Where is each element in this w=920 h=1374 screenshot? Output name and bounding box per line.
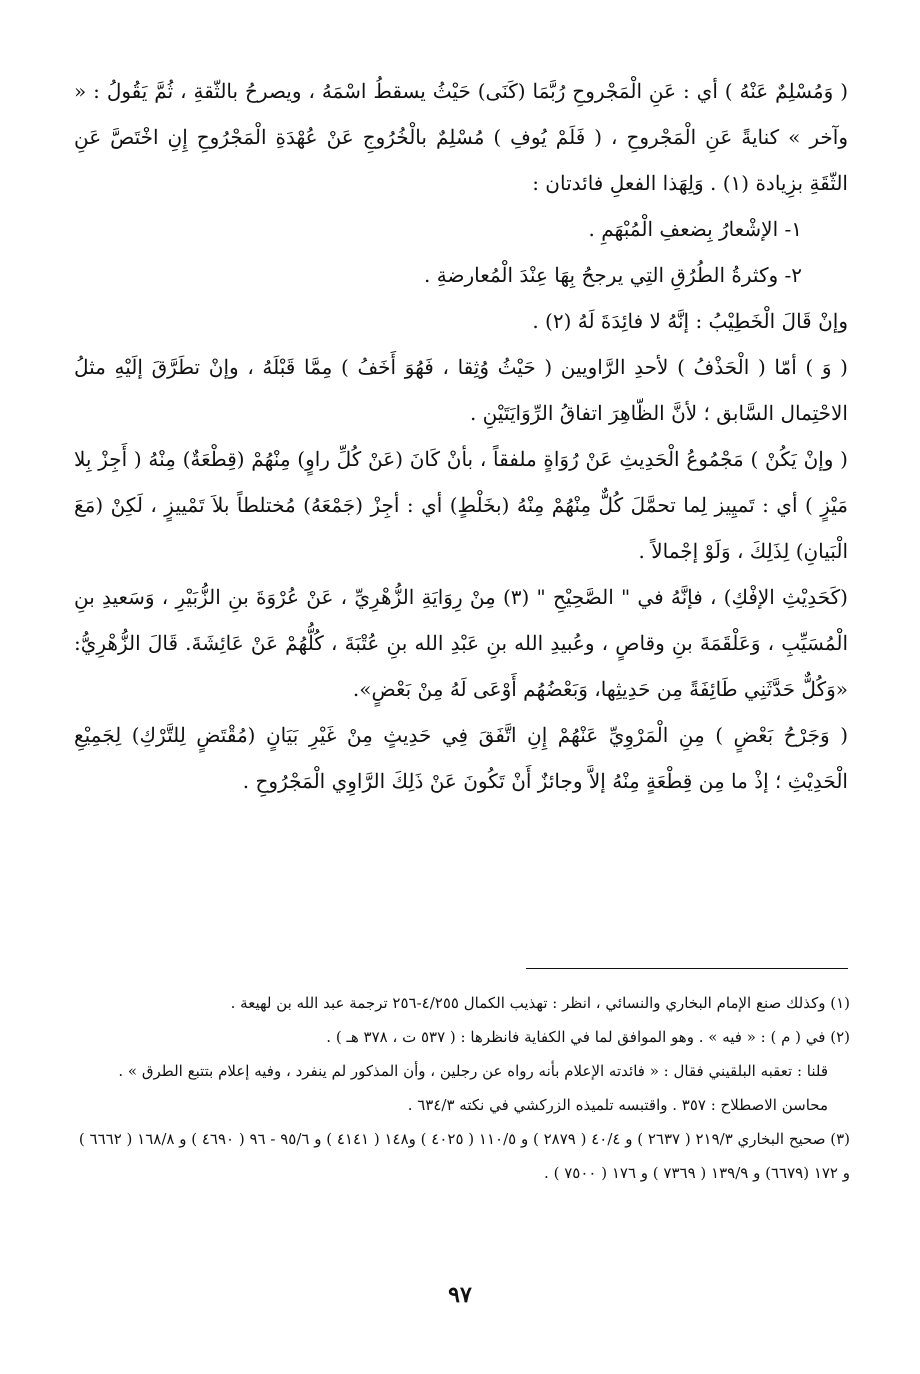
paragraph-jarh: ( وَجَرْحُ بَعْضٍ ) مِنِ الْمَرْوِيِّ عَنْهُمْ إِنِ اتَّفَقَ فِي حَدِيثٍ مِنْ غَيْرِ بَيَانٍ (مُقْتَضٍ لِلتَّرْكِ) لِجَمِيْعِ الْحَدِيْثِ ؛ إذْ ما مِن قِطْعَةٍ مِنْهُ إلاَّ وجائزٌ أَنْ تَكُونَ عَنْ ذَلِكَ الرَّاوِي الْمَجْرُوحِ .: [74, 723, 848, 793]
paragraph-muslim: ( وَمُسْلِمٌ عَنْهُ ) أي : عَنِ الْمَجْروحِ رُبَّمَا (كَنَى) حَيْثُ يسقطُ اسْمَهُ ، ويصرحُ بالثّقةِ ، ثُمَّ يَقُولُ : « وآخر » كنايةً عَنِ الْمَجْروحِ ، ( فَلَمْ يُوفِ ) مُسْلِمٌ بالْخُرُوجِ عَنْ عُهْدَةِ الْمَجْرُوحِ إِنِ اخْتَصَّ عَنِ الثّقَةِ بزِيادة (١) . وَلِهَذا الفعلِ فائدتان :: [74, 79, 849, 195]
main-text: [74, 68, 848, 804]
footnote-1: (١) وكذلك صنع الإمام البخاري والنسائي ، انظر : تهذيب الكمال ٤/٢٥٥-٢٥٦ ترجمة عبد الله بن لهيعة .: [230, 994, 850, 1012]
footnote-2-comment: قلنا : تعقبه البلقيني فقال : « فائدته الإعلام بأنه رواه عن رجلين ، وأن المذكور لم ينفرد ، وفيه إعلام بتتبع الطرق » . محاسن الاصطلاح : ٣٥٧ . واقتبسه تلميذه الزركشي في نكته ٦٣٤/٣ .: [118, 1062, 828, 1114]
list-item-1: ١- الإشْعارُ بِضعفِ الْمُبْهَمِ .: [588, 217, 802, 241]
paragraph-hadhf: ( وَ ) أمّا ( الْحَذْفُ ) لأحدِ الرَّاويين ( حَيْثُ وُثِقا ، فَهُوَ أَخَفُ ) مِمَّا قَبْلَهُ ، وإنْ تطَرَّقَ إلَيْهِ مثلُ الاحْتِمال السَّابق ؛ لأنَّ الظّاهِرَ اتفاقُ الرِّوَايَتَيْنِ .: [74, 355, 848, 425]
footnote-separator: [526, 968, 848, 969]
paragraph-mulaffaq: ( وإنْ يَكُنْ ) مَجْمُوعُ الْحَدِيثِ عَنْ رُوَاةٍ ملفقاً ، بأنْ كَانَ (عَنْ كُلِّ راوٍ) مِنْهُمْ (قِطْعَةٌ) مِنْهُ ( أَجِزْ بِلا مَيْزٍ ) أي : تَميِيز لِما تحمَّلَ كُلٌّ مِنْهُمْ مِنْهُ (بخَلْطٍ) أي : أجِزْ (جَمْعَهُ) مُختلطاً بلاَ تَمْييزٍ ، لَكِنْ (مَعَ الْبَيانِ) لِذَلِكَ ، وَلَوْ إجْمالاً .: [74, 447, 848, 563]
footnote-2: (٢) في ( م ) : « فيه » . وهو الموافق لما في الكفاية فانظرها : ( ٥٣٧ ت ، ٣٧٨ هـ ) .: [326, 1028, 850, 1046]
paragraph-khatib: وإنْ قَالَ الْخَطِيْبُ : إنَّهُ لا فائِدَةَ لَهُ (٢) .: [532, 309, 848, 333]
footnote-3: (٣) صحيح البخاري ٢١٩/٣ ( ٢٦٣٧ ) و ٤٠/٤ ( ٢٨٧٩ ) و ١١٠/٥ ( ٤٠٢٥ ) و١٤٨ ( ٤١٤١ ) و ٩٥/٦ - ٩٦ ( ٤٦٩٠ ) و ١٦٨/٨ ( ٦٦٦٢ ) و ١٧٢ (٦٦٧٩) و ١٣٩/٩ ( ٧٣٦٩ ) و ١٧٦ ( ٧٥٠٠ ) .: [78, 1130, 850, 1182]
page-number: ٩٧: [448, 1282, 472, 1308]
footnotes: [70, 986, 850, 1190]
paragraph-ifk: (كَحَدِيْثِ الإفْكِ) ، فإنَّهُ في " الصَّحِيْحِ " (٣) مِنْ رِوَايَةِ الزُّهْرِيِّ ، عَنْ عُرْوَةَ بنِ الزُّبَيْرِ ، وَسَعيدِ بنِ الْمُسَيِّبِ ، وَعَلْقَمَةَ بنِ وقاصٍ ، وعُبيدِ الله بنِ عَبْدِ الله بنِ عُتْبَةَ ، كُلُّهُمْ عَنْ عَائِشَةَ. قَالَ الزُّهْرِيُّ: «وَكُلٌّ حَدَّثَنِي طَائِفَةً مِن حَدِيثِها، وَبَعْضُهُم أَوْعَى لَهُ مِنْ بَعْضٍ».: [74, 585, 848, 701]
list-item-2: ٢- وكثرةُ الطُرُقِ التِي يرجحُ بِهَا عِنْدَ الْمُعارضةِ .: [424, 263, 802, 287]
